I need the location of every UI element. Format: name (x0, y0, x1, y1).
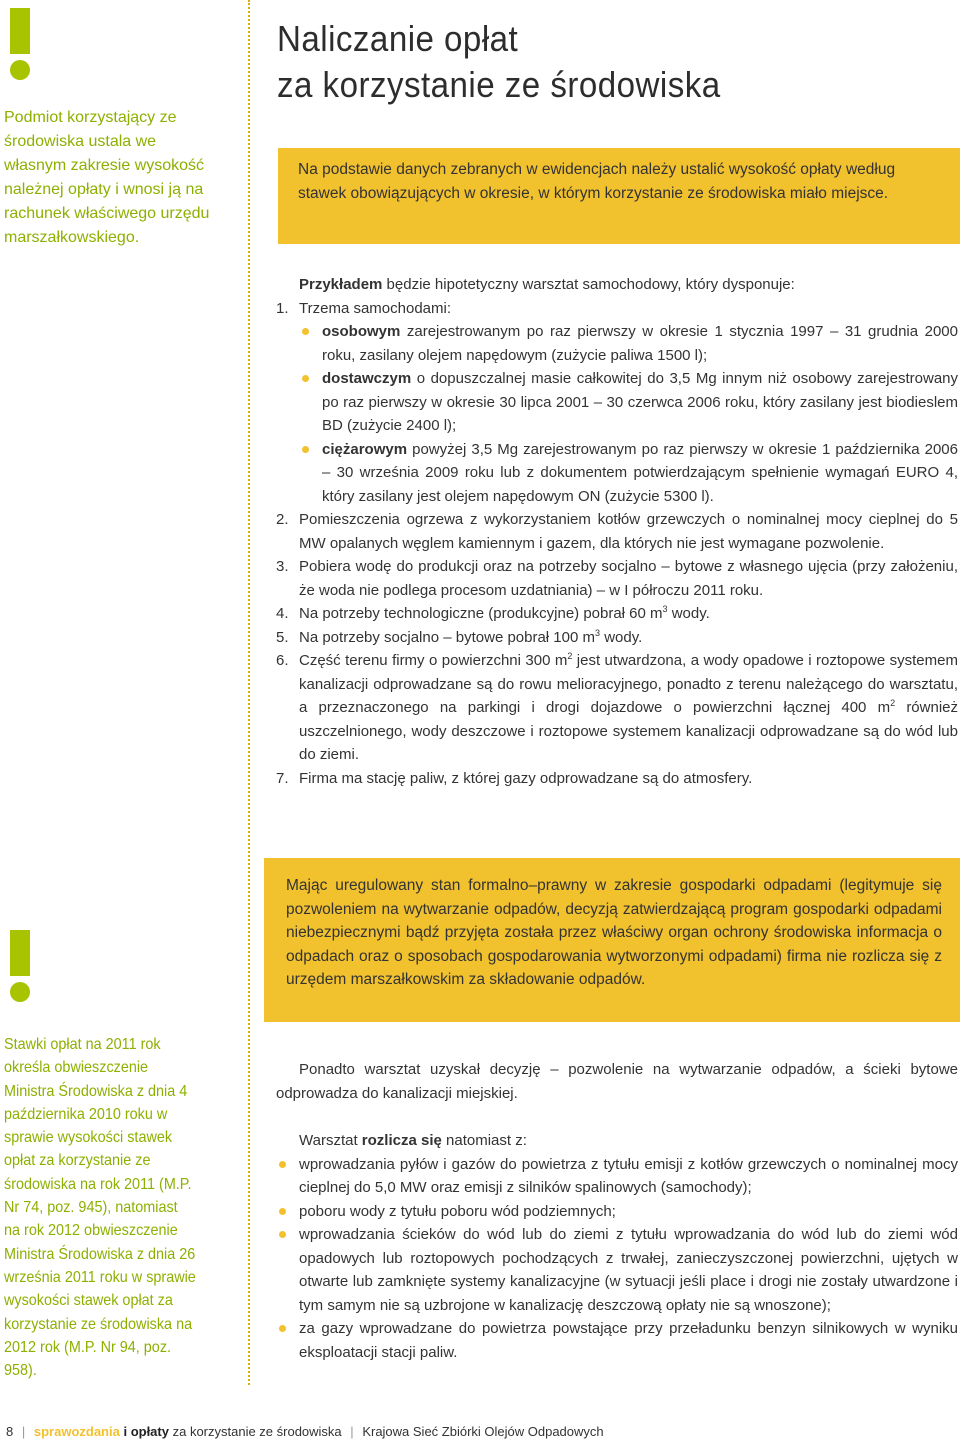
additional-paragraph: Ponadto warsztat uzyskał decyzję – pozwolenie na wytwarzanie odpadów, a ścieki bytowe odprowadza do kanalizacji miejskiej. (276, 1061, 958, 1102)
bullet-icon (299, 367, 322, 438)
bullet-icon (299, 320, 322, 367)
column-divider (248, 0, 250, 1385)
list-item: 4. Na potrzeby technologiczne (produkcyjne) pobrał 60 $m^3$ wody. (276, 604, 710, 622)
list-item: dostawczym o dopuszczalnej masie całkowitej do 3,5 Mg innym niż osobowy zarejestrowany po raz pierwszy w okresie 30 lipca 2001 – 30 czerwca 2006 roku, który zasilany jest biodieslem BD (zużycie 2400 l); (299, 367, 958, 438)
page-title (277, 16, 721, 108)
bullet-icon (276, 1200, 299, 1224)
list-item: wprowadzania pyłów i gazów do powietrza z tytułu emisji z kotłów grzewczych o nominalnej mocy cieplnej do 5,0 MW oraz emisji z silników spalinowych (samochody); (276, 1153, 958, 1200)
list-item: poboru wody z tytułu poboru wód podziemnych; (276, 1200, 958, 1224)
example-lead: Przykładem będzie hipotetyczny warsztat samochodowy, który dysponuje: (299, 276, 795, 293)
bullet-icon (299, 438, 322, 509)
page-title-line1: Naliczanie opłat (277, 18, 519, 59)
list-item: 2. Pomieszczenia ogrzewa z wykorzystaniem kotłów grzewczych o nominalnej mocy cieplnej do 5 MW opalanych węglem kamiennym i gazem, dla których nie jest wymagane pozwolenie. (276, 511, 958, 552)
bullet-icon (276, 1223, 299, 1317)
example-section (276, 273, 958, 790)
footer-subtitle: za korzystanie ze środowiska (168, 1424, 342, 1439)
list-item: za gazy wprowadzane do powietrza powstające przy przeładunku benzyn silnikowych w wyniku eksploatacji stacji paliw. (276, 1317, 958, 1364)
list-item: 7. Firma ma stację paliw, z której gazy odprowadzane są do atmosfery. (276, 769, 753, 787)
intro-box: Na podstawie danych zebranych w ewidencjach należy ustalić wysokość opłaty według stawek obowiązujących w okresie, w którym korzystanie ze środowiska miało miejsce. (278, 148, 960, 244)
list-item: 1. Trzema samochodami: (276, 299, 451, 317)
settles-section (276, 1129, 958, 1364)
page-number: 8 (6, 1424, 14, 1439)
footer-separator: | (350, 1424, 354, 1439)
bullet-icon (276, 1317, 299, 1364)
settles-lead: Warsztat rozlicza się natomiast z: (299, 1132, 527, 1149)
waste-box: Mając uregulowany stan formalno–prawny w zakresie gospodarki odpadami (legitymuje się pozwoleniem na wytwarzanie odpadów, decyzją zatwierdzającą program gospodarki odpadami niebezpiecznymi bądź przyjęta została przez właściwy organ ochrony środowiska informacja o odpadach oraz o sposobach gospodarowania wytworzonymi odpadami) firma nie rozlicza się z urzędem marszałkowskim za składowanie odpadów. (264, 858, 960, 1022)
list-item: wprowadzania ścieków do wód lub do ziemi z tytułu wprowadzania do wód lub do ziemi wód opadowych lub roztopowych pochodzących z trwałej, zanieczyszczonej powierzchni, ujętych w otwarte lub zamknięte systemy kanalizacyjne (w sytuacji jeśli place i drogi nie zostały utwardzone i tym samym nie są uzbrojone w kanalizację deszczową opłaty nie są wnoszone); (276, 1223, 958, 1317)
footer-brand-b: i opłaty (123, 1424, 169, 1439)
list-item: ciężarowym powyżej 3,5 Mg zarejestrowanym po raz pierwszy w okresie 1 października 2006 – 30 września 2009 roku lub z dokumentem potwierdzającym spełnienie wymagań EURO 4, który zasilany jest olejem napędowym ON (zużycie 5300 l). (299, 438, 958, 509)
vehicle-list (276, 320, 958, 508)
list-item: osobowym zarejestrowanym po raz pierwszy w okresie 1 stycznia 1997 – 31 grudnia 2000 roku, zasilany olejem napędowym (zużycie paliwa 1500 l); (299, 320, 958, 367)
footer-separator: | (21, 1424, 26, 1439)
list-item: 5. Na potrzeby socjalno – bytowe pobrał 100 $m^3$ wody. (276, 627, 643, 646)
side-note-rates: Stawki opłat na 2011 rok określa obwieszczenie Ministra Środowiska z dnia 4 października 2010 roku w sprawie wysokości stawek opłat za korzystanie ze środowiska na rok 2011 (M.P. Nr 74, poz. 945), natomiast na rok 2012 obwieszczenie Ministra Środowiska z dnia 26 września 2011 roku w sprawie wysokości stawek opłat za korzystanie ze środowiska na 2012 rok (M.P. Nr 94, poz. 958). (4, 1036, 196, 1380)
list-item: 3. Pobiera wodę do produkcji oraz na potrzeby socjalno – bytowe z własnego ujęcia (przy założeniu, że woda nie podlega procesom uzdatniania) – w I półroczu 2011 roku. (276, 558, 958, 599)
page-footer (6, 1424, 604, 1439)
side-note-payment: Podmiot korzystający ze środowiska ustala we własnym zakresie wysokość należnej opłaty i wnosi ją na rachunek właściwego urzędu marszałkowskiego. (4, 109, 210, 246)
bullet-icon (276, 1153, 299, 1200)
list-item: 6. Część terenu firmy o powierzchni 300 $m^2$ jest utwardzona, a wody opadowe i roztopowe systemem kanalizacji odprowadzane są do rowu melioracyjnego, ponadto z terenu należącego do warsztatu, a przeznaczonego na parkingi i drogi dojazdowe o powierzchni łącznej 400 $m^2$ również uszczelnionego, wody deszczowe i roztopowe systemem kanalizacji odprowadzane są do wód lub do ziemi. (276, 651, 959, 763)
page-title-line2: za korzystanie ze środowiska (277, 64, 721, 105)
footer-brand-a: sprawozdania (33, 1424, 120, 1439)
footer-org: Krajowa Sieć Zbiórki Olejów Odpadowych (362, 1424, 604, 1439)
